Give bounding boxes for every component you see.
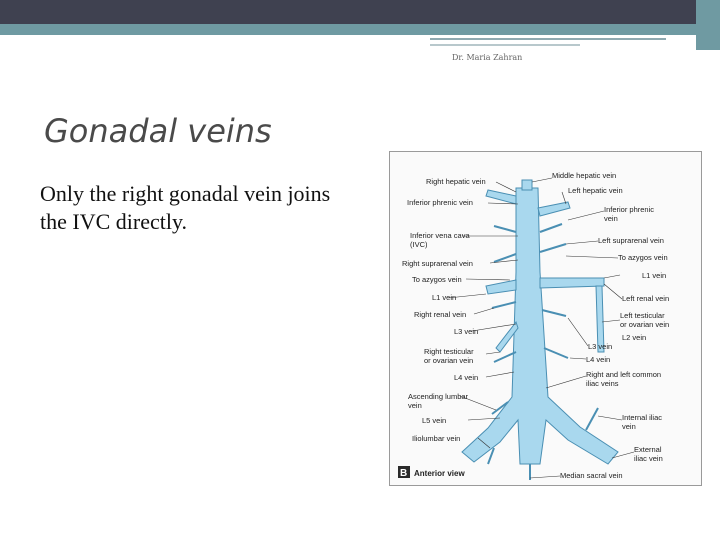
phrenic-vein-right (494, 226, 516, 232)
header-rule-short (430, 44, 580, 46)
anatomy-figure (389, 151, 702, 486)
label-ivc-abbr: (IVC) (410, 240, 428, 249)
label-external-iliac: External (634, 445, 662, 454)
slide-title: Gonadal veins (44, 112, 272, 150)
lumbar-vein-right-1 (492, 302, 516, 308)
label-ivc: Inferior vena cava (410, 231, 470, 240)
label-to-azygos-right: To azygos vein (618, 253, 668, 262)
label-right-hepatic-vein: Right hepatic vein (426, 177, 486, 186)
label-l2-vein: L2 vein (622, 333, 647, 342)
label-external-iliac-2: iliac vein (634, 454, 663, 463)
label-ascending-lumbar-2: vein (408, 401, 422, 410)
phrenic-vein-left (540, 224, 562, 232)
internal-iliac-vein (586, 408, 598, 430)
label-left-ovarian: or ovarian vein (620, 320, 670, 329)
label-l5-vein: L5 vein (422, 416, 447, 425)
right-renal-vein (486, 280, 516, 294)
label-left-renal-vein: Left renal vein (622, 294, 670, 303)
label-common-iliac: Right and left common (586, 370, 662, 379)
slide-body: Only the right gonadal vein joins the IVC directly. (40, 181, 331, 234)
label-left-suprarenal-vein: Left suprarenal vein (598, 236, 664, 245)
label-inferior-phrenic-right: Inferior phrenic (604, 205, 655, 214)
right-hepatic-branch (486, 190, 516, 204)
panel-letter: B (400, 468, 408, 479)
vein-diagram (390, 152, 701, 485)
label-common-iliac-2: iliac veins (586, 379, 619, 388)
figure-caption: Anterior view (414, 469, 465, 478)
label-internal-iliac-2: vein (622, 422, 636, 431)
label-left-testicular: Left testicular (620, 311, 665, 320)
lumbar-vein-left-1 (542, 310, 566, 316)
left-renal-vein (540, 278, 604, 288)
label-right-renal-vein: Right renal vein (414, 310, 467, 319)
label-right-testicular: Right testicular (424, 347, 474, 356)
label-l1-vein-right: L1 vein (642, 271, 667, 280)
label-l4-vein-right: L4 vein (586, 355, 611, 364)
label-inferior-phrenic-vein: Inferior phrenic vein (407, 198, 473, 207)
left-hepatic-branch (538, 202, 570, 216)
label-internal-iliac: Internal iliac (622, 413, 663, 422)
label-iliolumbar-vein: Iliolumbar vein (412, 434, 461, 443)
inferior-vena-cava (462, 188, 618, 464)
middle-hepatic-stub (522, 180, 532, 190)
label-l3-vein-left: L3 vein (454, 327, 479, 336)
suprarenal-vein-left (540, 244, 566, 252)
label-l1-vein-left: L1 vein (432, 293, 457, 302)
top-bar-accent (0, 24, 720, 35)
label-right-suprarenal-vein: Right suprarenal vein (402, 259, 473, 268)
label-ascending-lumbar: Ascending lumbar (408, 392, 469, 401)
lumbar-vein-left-2 (544, 348, 568, 358)
label-left-hepatic-vein: Left hepatic vein (568, 186, 623, 195)
label-median-sacral-vein: Median sacral vein (560, 471, 623, 480)
label-inferior-phrenic-right-2: vein (604, 214, 618, 223)
author-name: Dr. Maria Zahran (452, 53, 523, 62)
label-l4-vein-left: L4 vein (454, 373, 479, 382)
label-to-azygos-left: To azygos vein (412, 275, 462, 284)
label-l3-vein-right: L3 vein (588, 342, 613, 351)
label-right-ovarian: or ovarian vein (424, 356, 474, 365)
header-rule (430, 38, 666, 40)
top-bar-corner (696, 0, 720, 50)
top-bar (0, 0, 720, 24)
label-middle-hepatic-vein: Middle hepatic vein (552, 171, 617, 180)
